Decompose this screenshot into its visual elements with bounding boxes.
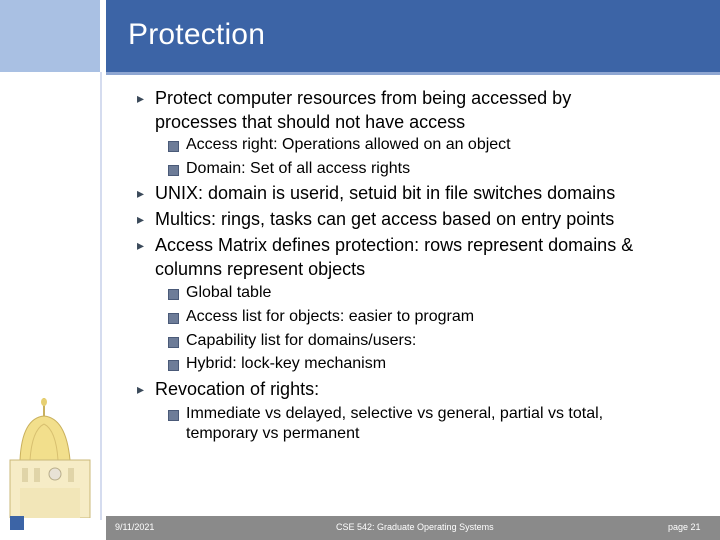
footer-course: CSE 542: Graduate Operating Systems <box>336 522 494 532</box>
golden-dome-image <box>0 388 100 518</box>
sub-bullet-text: temporary vs permanent <box>186 425 360 442</box>
bullet-text: Revocation of rights: <box>155 379 320 399</box>
sub-bullet-text: Access list for objects: easier to program <box>186 308 475 325</box>
arrow-bullet-icon: ▸ <box>137 211 145 227</box>
footer-page-number: page 21 <box>668 522 701 532</box>
square-bullet-icon <box>168 313 179 324</box>
sub-bullet-text: Hybrid: lock-key mechanism <box>186 355 387 372</box>
left-vertical-line <box>100 72 102 520</box>
sub-bullet-text: Access right: Operations allowed on an object <box>186 136 511 153</box>
arrow-bullet-icon: ▸ <box>137 185 145 201</box>
square-bullet-icon <box>168 410 179 421</box>
bullet-text: Multics: rings, tasks can get access based on entry points <box>155 209 615 229</box>
bullet-text: UNIX: domain is userid, setuid bit in file switches domains <box>155 183 616 203</box>
sub-bullet-text: Global table <box>186 284 272 301</box>
square-bullet-icon <box>168 360 179 371</box>
square-bullet-icon <box>168 141 179 152</box>
square-bullet-icon <box>168 165 179 176</box>
bullet-text: Protect computer resources from being accessed by <box>155 88 572 108</box>
square-bullet-icon <box>168 289 179 300</box>
sub-bullet-text: Immediate vs delayed, selective vs general, partial vs total, <box>186 405 604 422</box>
corner-square <box>10 516 24 530</box>
arrow-bullet-icon: ▸ <box>137 381 145 397</box>
title-left-band <box>0 0 100 72</box>
arrow-bullet-icon: ▸ <box>137 237 145 253</box>
bullet-text: columns represent objects <box>155 259 366 279</box>
footer-date: 9/11/2021 <box>115 522 155 532</box>
sub-bullet-text: Domain: Set of all access rights <box>186 160 411 177</box>
bullet-text: Access Matrix defines protection: rows represent domains & <box>155 235 634 255</box>
arrow-bullet-icon: ▸ <box>137 90 145 106</box>
square-bullet-icon <box>168 337 179 348</box>
slide-title: Protection <box>128 18 266 51</box>
bullet-text: processes that should not have access <box>155 112 466 132</box>
title-underline <box>106 72 720 75</box>
sub-bullet-text: Capability list for domains/users: <box>186 332 417 349</box>
